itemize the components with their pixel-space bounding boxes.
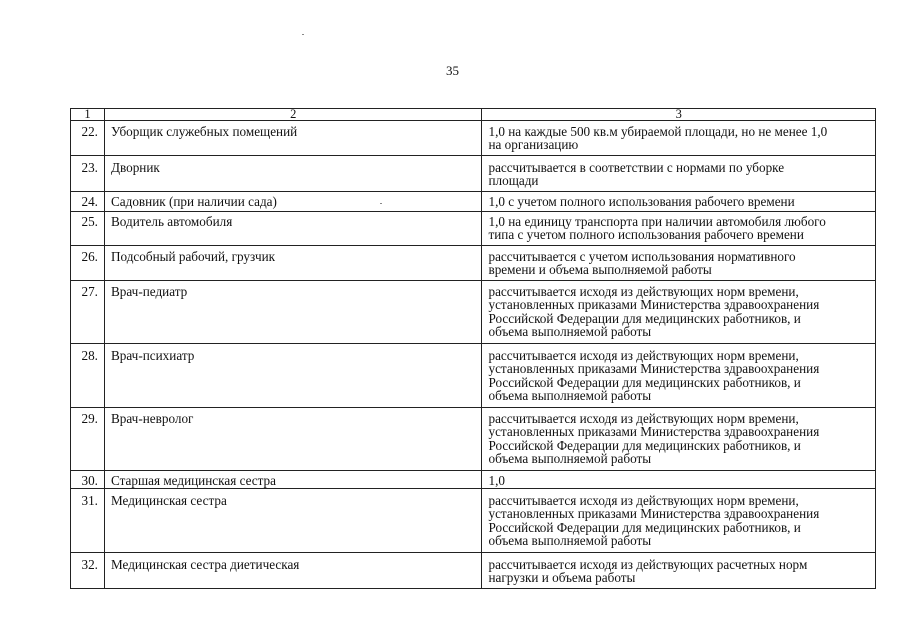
table-row xyxy=(71,471,876,489)
row-number: 23. xyxy=(71,156,105,192)
staffing-norm: рассчитывается исходя из действующих расчетных норм нагрузки и объема работы xyxy=(482,553,876,589)
staffing-norm: 1,0 на единицу транспорта при наличии автомобиля любого типа с учетом полного использования рабочего времени xyxy=(482,212,876,246)
position-name: Врач-психиатр xyxy=(104,344,482,408)
column-header: 3 xyxy=(482,109,876,121)
table-row xyxy=(71,192,876,212)
staffing-norm: 1,0 с учетом полного использования рабочего времени xyxy=(482,192,876,212)
staffing-norm: рассчитывается с учетом использования нормативного времени и объема выполняемой работы xyxy=(482,246,876,281)
table-header-row xyxy=(71,109,876,121)
row-number: 26. xyxy=(71,246,105,281)
page-number: 35 xyxy=(446,63,459,78)
staffing-norm: рассчитывается исходя из действующих норм времени, установленных приказами Министерства здравоохранения Российской Федерации для медицинских работников, и объема выполняемой работы xyxy=(482,408,876,471)
position-name: Медицинская сестра xyxy=(104,489,482,553)
staffing-norm: рассчитывается исходя из действующих норм времени, установленных приказами Министерства здравоохранения Российской Федерации для медицинских работников, и объема выполняемой работы xyxy=(482,344,876,408)
table-row xyxy=(71,553,876,589)
position-name: Врач-педиатр xyxy=(104,281,482,344)
position-name: Старшая медицинская сестра xyxy=(104,471,482,489)
row-number: 32. xyxy=(71,553,105,589)
staffing-norms-table xyxy=(70,108,876,589)
row-number: 25. xyxy=(71,212,105,246)
position-name: Садовник (при наличии сада) xyxy=(104,192,482,212)
table-row xyxy=(71,281,876,344)
table-row xyxy=(71,408,876,471)
staffing-norm: рассчитывается исходя из действующих норм времени, установленных приказами Министерства здравоохранения Российской Федерации для медицинских работников, и объема выполняемой работы xyxy=(482,281,876,344)
position-name: Подсобный рабочий, грузчик xyxy=(104,246,482,281)
column-header: 2 xyxy=(104,109,482,121)
position-name: Водитель автомобиля xyxy=(104,212,482,246)
position-name: Дворник xyxy=(104,156,482,192)
table-row xyxy=(71,156,876,192)
row-number: 27. xyxy=(71,281,105,344)
position-name: Врач-невролог xyxy=(104,408,482,471)
row-number: 22. xyxy=(71,121,105,156)
position-name: Медицинская сестра диетическая xyxy=(104,553,482,589)
row-number: 29. xyxy=(71,408,105,471)
position-name: Уборщик служебных помещений xyxy=(104,121,482,156)
table-row xyxy=(71,344,876,408)
scan-speck xyxy=(302,34,304,35)
row-number: 31. xyxy=(71,489,105,553)
staffing-norm: рассчитывается в соответствии с нормами по уборке площади xyxy=(482,156,876,192)
table-row xyxy=(71,489,876,553)
staffing-norm: 1,0 на каждые 500 кв.м убираемой площади, но не менее 1,0 на организацию xyxy=(482,121,876,156)
row-number: 24. xyxy=(71,192,105,212)
row-number: 30. xyxy=(71,471,105,489)
column-header: 1 xyxy=(71,109,105,121)
table-row xyxy=(71,246,876,281)
row-number: 28. xyxy=(71,344,105,408)
table-row xyxy=(71,212,876,246)
staffing-norm: 1,0 xyxy=(482,471,876,489)
table-row xyxy=(71,121,876,156)
staffing-norm: рассчитывается исходя из действующих норм времени, установленных приказами Министерства здравоохранения Российской Федерации для медицинских работников, и объема выполняемой работы xyxy=(482,489,876,553)
